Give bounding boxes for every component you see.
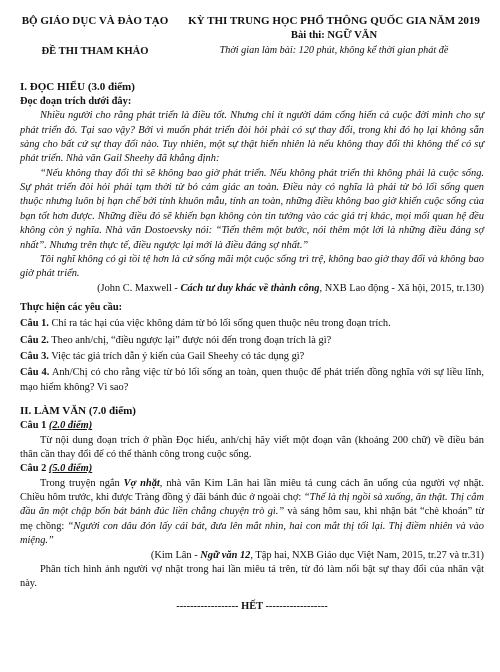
source-prefix: (John C. Maxwell - xyxy=(97,282,181,294)
q2-text-b: , nhà văn Kim Lân hai lần miêu tả cung cách ăn uống của người vợ nhặt. Chiều hôm trước, khi được Tràng đồng ý đãi bánh đúc ở ngoài chợ: xyxy=(20,477,484,504)
ministry-name: BỘ GIÁO DỤC VÀ ĐÀO TẠO xyxy=(21,15,169,27)
exam-page xyxy=(20,14,484,614)
q2-text-a: Trong truyện ngắn xyxy=(40,477,124,489)
exam-duration: Thời gian làm bài: 120 phút, không kể thời gian phát đề xyxy=(219,44,449,56)
tasks-heading: Thực hiện các yêu cầu: xyxy=(20,301,123,313)
question-1 xyxy=(20,317,484,331)
q2-task: Phân tích hình ảnh người vợ nhặt trong hai lần miêu tả trên, từ đó làm nổi bật sự thay đổi của nhân vật này. xyxy=(20,563,484,590)
question-4 xyxy=(20,366,484,395)
q2-quote-1: “Thế là thị ngồi sà xuống, ăn thật. Thị cắm đầu ăn một chập bốn bát bánh đúc liền chẳng chuyện trò gì.” xyxy=(20,492,484,518)
q2-text-c: và sáng hôm sau, khi nhận bát “chè khoán” từ mẹ chồng: xyxy=(20,506,484,532)
question-text: Theo anh/chị, “điều ngược lại” được nói đến trong đoạn trích là gì? xyxy=(51,334,332,346)
q2-source-title: Ngữ văn 12 xyxy=(200,549,251,561)
excerpt-paragraph-1: Nhiều người cho rằng phát triển là điều tốt. Nhưng chỉ ít người dám cống hiến cả cuộc đời mình cho sự phát triển đó. Tại sao vậy? Bởi vì muốn phát triển đòi hỏi phải có sự thay đổi, trong khi đó họ lại không sẵn sàng cho bất cứ sự thay đổi nào. Tuy nhiên, một sự thật hiển nhiên là nếu không thay đổi thì không thể có sự phát triển. Nhà văn Gail Sheehy đã khẳng định: xyxy=(20,110,484,165)
header-left xyxy=(20,14,170,60)
question-points: (2.0 điểm) xyxy=(48,420,93,432)
question-label: Câu 1 xyxy=(20,420,47,432)
source-title: Cách tư duy khác về thành công xyxy=(180,282,320,294)
excerpt-paragraph-3: Tôi nghĩ không có gì tồi tệ hơn là cứ sống mãi một cuộc sống trì trệ, không bao giờ thay đổi và không bao giờ phát triển. xyxy=(20,253,484,280)
question-points: (5.0 điểm) xyxy=(48,463,93,475)
writing-question-1-heading xyxy=(20,419,484,433)
question-label: Câu 2. xyxy=(20,334,49,346)
q2-quote-2: “Người con dâu đón lấy cái bát, đưa lên mắt nhìn, hai con mắt thị tối lại. Thị điềm nhiên và vào miệng.” xyxy=(20,520,484,547)
question-text: Anh/Chị có cho rằng việc từ bỏ lối sống an toàn, quen thuộc để phát triển đồng nghĩa với sự liều lĩnh, mạo hiểm không? Vì sao? xyxy=(20,367,484,393)
reading-section xyxy=(20,80,484,395)
reading-section-title: I. ĐỌC HIỂU (3.0 điểm) xyxy=(20,80,135,93)
source-suffix: , NXB Lao động - Xã hội, 2015, tr.130) xyxy=(319,282,484,294)
excerpt-paragraph-2: “Nếu không thay đổi thì sẽ không bao giờ phát triển. Nếu không phát triển thì không phải là cuộc sống. Sự phát triển đòi hỏi phải tạm thời từ bỏ cảm giác an toàn. Điều này có nghĩa là phải từ bỏ lối sống quen thuộc nhưng luôn bị hạn chế bởi tính khuôn mẫu, tính an toàn, những điều không bao giờ khiến cuộc sống của bạn tốt hơn được. Những điều đó sẽ khiến bạn không còn tin tưởng vào các giá trị khác, mọi mối quan hệ đều không còn ý nghĩa. Nhà văn Dostoevsky nói: “Tiến thêm một bước, nói thêm một lời là những điều đáng sợ nhất”. Nhưng trên thực tế, điều ngược lại mới là điều đáng sợ nhất.” xyxy=(20,167,484,251)
reading-instruction: Đọc đoạn trích dưới đây: xyxy=(20,95,132,107)
question-text: Việc tác giả trích dẫn ý kiến của Gail Sheehy có tác dụng gì? xyxy=(51,351,305,363)
question-2 xyxy=(20,334,484,348)
question-label: Câu 1. xyxy=(20,318,49,330)
end-marker: ------------------ HẾT ------------------ xyxy=(176,600,328,612)
writing-question-2-heading xyxy=(20,462,484,476)
header-right xyxy=(184,14,484,60)
excerpt-source xyxy=(20,282,484,296)
question-3 xyxy=(20,350,484,364)
q2-source-prefix: (Kim Lân - xyxy=(150,549,201,561)
q2-work-title: Vợ nhặt xyxy=(123,477,160,489)
question-text: Chỉ ra tác hại của việc không dám từ bỏ lối sống quen thuộc nêu trong đoạn trích. xyxy=(51,318,391,330)
question-label: Câu 3. xyxy=(20,351,49,363)
q2-source-suffix: , Tập hai, NXB Giáo dục Việt Nam, 2015, tr.27 và tr.31) xyxy=(250,549,484,561)
exam-type: ĐỀ THI THAM KHẢO xyxy=(41,46,149,58)
writing-section xyxy=(20,404,484,591)
q2-source xyxy=(20,549,484,563)
question-label: Câu 4. xyxy=(20,367,50,379)
exam-subject: Bài thi: NGỮ VĂN xyxy=(290,30,378,42)
question-label: Câu 2 xyxy=(20,463,47,475)
exam-title: KỲ THI TRUNG HỌC PHỔ THÔNG QUỐC GIA NĂM 2019 xyxy=(188,15,480,27)
writing-question-2-text xyxy=(20,477,484,549)
writing-question-1-text: Từ nội dung đoạn trích ở phần Đọc hiểu, anh/chị hãy viết một đoạn văn (khoảng 200 chữ) về điều bản thân cần thay đổi để có thể thành công trong cuộc sống. xyxy=(20,434,484,461)
writing-section-title: II. LÀM VĂN (7.0 điểm) xyxy=(20,405,136,418)
exam-header xyxy=(20,14,484,60)
